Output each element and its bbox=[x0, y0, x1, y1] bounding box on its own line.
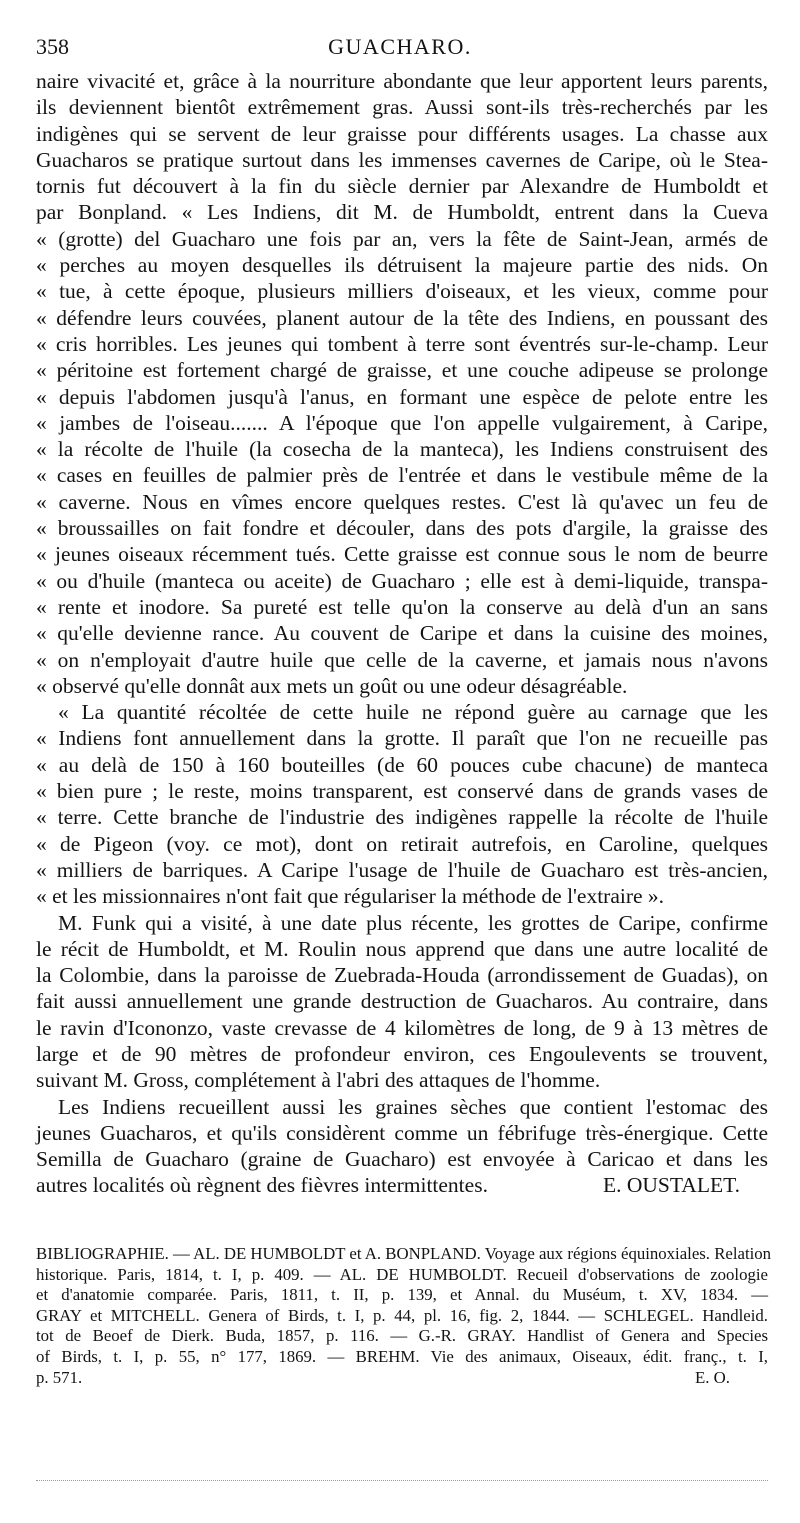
bibliography-line: historique. Paris, 1814, t. I, p. 409. — AL. DE HUMBOLDT. Recueil d'observations de zoologie bbox=[36, 1264, 768, 1284]
text-line: « observé qu'elle donnât aux mets un goût ou une odeur désagréable. bbox=[36, 673, 628, 698]
text-line: « depuis l'abdomen jusqu'à l'anus, en formant une espèce de pelote entre les bbox=[36, 384, 768, 409]
bibliography-line: tot de Beoef de Dierk. Buda, 1857, p. 116. — G.-R. GRAY. Handlist of Genera and Species bbox=[36, 1326, 768, 1346]
text-line: « la récolte de l'huile (la cosecha de la manteca), les Indiens construisent des bbox=[36, 437, 768, 462]
running-title: GUACHARO. bbox=[328, 34, 472, 59]
text-line: « perches au moyen desquelles ils détruisent la majeure partie des nids. On bbox=[36, 253, 768, 278]
text-line: ils deviennent bientôt extrêmement gras. Aussi sont-ils très-recherchés par les bbox=[36, 95, 768, 120]
text-line: « terre. Cette branche de l'industrie des indigènes rappelle la récolte de l'huile bbox=[36, 805, 768, 830]
text-line: « La quantité récoltée de cette huile ne répond guère au carnage que les bbox=[58, 700, 768, 725]
text-line: « ou d'huile (manteca ou aceite) de Guacharo ; elle est à demi-liquide, transpa- bbox=[36, 568, 768, 593]
text-line: « et les missionnaires n'ont fait que régulariser la méthode de l'extraire ». bbox=[36, 884, 665, 909]
text-line: « tue, à cette époque, plusieurs milliers d'oiseaux, et les vieux, comme pour bbox=[36, 279, 768, 304]
text-line: Semilla de Guacharo (graine de Guacharo) est envoyée à Caricao et dans les bbox=[36, 1147, 768, 1172]
text-line: « caverne. Nous en vîmes encore quelques restes. C'est là qu'avec un feu de bbox=[36, 489, 768, 514]
text-line: Guacharos se pratique surtout dans les immenses cavernes de Caripe, où le Stea- bbox=[36, 147, 768, 172]
page-header bbox=[36, 34, 764, 62]
text-line: jeunes Guacharos, et qu'ils considèrent comme un fébrifuge très-énergique. Cette bbox=[36, 1120, 768, 1145]
bibliography-line: of Birds, t. I, p. 55, n° 177, 1869. — BREHM. Vie des animaux, Oiseaux, édit. franç., t. I, bbox=[36, 1346, 768, 1366]
text-line: naire vivacité et, grâce à la nourriture abondante que leur apportent leurs parents, bbox=[36, 69, 768, 93]
text-line: large et de 90 mètres de profondeur environ, ces Engoulevents se trouvent, bbox=[36, 1041, 768, 1066]
text-line: autres localités où règnent des fièvres intermittentes. bbox=[36, 1173, 488, 1198]
text-line: « jambes de l'oiseau....... A l'époque que l'on appelle vulgairement, à Caripe, bbox=[36, 410, 768, 435]
text-line: « on n'employait d'autre huile que celle de la caverne, et jamais nous n'avons bbox=[36, 647, 768, 672]
text-line: « péritoine est fortement chargé de graisse, et une couche adipeuse se prolonge bbox=[36, 358, 768, 383]
text-line: « qu'elle devienne rance. Au couvent de Caripe et dans la cuisine des moines, bbox=[36, 621, 768, 646]
article-body bbox=[36, 68, 768, 1199]
bibliography-line: GRAY et MITCHELL. Genera of Birds, t. I, p. 44, pl. 16, fig. 2, 1844. — SCHLEGEL. Handleid. bbox=[36, 1305, 768, 1325]
text-line: « cases en feuilles de palmier près de l'entrée et dans le vestibule même de la bbox=[36, 463, 768, 488]
text-line: « au delà de 150 à 160 bouteilles (de 60 pouces cube chacune) de manteca bbox=[36, 752, 768, 777]
text-line: « milliers de barriques. A Caripe l'usage de l'huile de Guacharo est très-ancien, bbox=[36, 857, 768, 882]
footer-rule bbox=[36, 1480, 768, 1481]
text-line: Les Indiens recueillent aussi les graines sèches que contient l'estomac des bbox=[58, 1094, 768, 1119]
bibliography-signature: E. O. bbox=[695, 1367, 730, 1387]
text-line: « Indiens font annuellement dans la grotte. Il paraît que l'on ne recueille pas bbox=[36, 726, 768, 751]
text-line: « jeunes oiseaux récemment tués. Cette graisse est connue sous le nom de beurre bbox=[36, 542, 768, 567]
text-line: « broussailles on fait fondre et découler, dans des pots d'argile, la graisse des bbox=[36, 516, 768, 541]
text-line: indigènes qui se servent de leur graisse pour différents usages. La chasse aux bbox=[36, 121, 768, 146]
bibliography-line: BIBLIOGRAPHIE. — AL. DE HUMBOLDT et A. BONPLAND. Voyage aux régions équinoxiales. Relation bbox=[36, 1244, 772, 1263]
text-line: suivant M. Gross, complétement à l'abri des attaques de l'homme. bbox=[36, 1068, 601, 1093]
text-line: « de Pigeon (voy. ce mot), dont on retirait autrefois, en Caroline, quelques bbox=[36, 831, 768, 856]
text-line: « défendre leurs couvées, planent autour de la tête des Indiens, en poussant des bbox=[36, 305, 768, 330]
text-line: fait aussi annuellement une grande destruction de Guacharos. Au contraire, dans bbox=[36, 989, 768, 1014]
text-line: le ravin d'Icononzo, vaste crevasse de 4 kilomètres de long, de 9 à 13 mètres de bbox=[36, 1015, 768, 1040]
text-line: « bien pure ; le reste, moins transparent, est conservé dans de grands vases de bbox=[36, 779, 768, 804]
bibliography bbox=[36, 1244, 772, 1388]
text-line: « rente et inodore. Sa pureté est telle qu'on la conserve au delà d'un an sans bbox=[36, 594, 768, 619]
bibliography-last-line bbox=[36, 1368, 768, 1389]
text-line: la Colombie, dans la paroisse de Zuebrada-Houda (arrondissement de Guadas), on bbox=[36, 963, 768, 988]
bibliography-line: et d'anatomie comparée. Paris, 1811, t. II, p. 139, et Annal. du Muséum, t. XV, 1834. — bbox=[36, 1285, 768, 1305]
text-line: « (grotte) del Guacharo une fois par an, vers la fête de Saint-Jean, armés de bbox=[36, 226, 768, 251]
text-line: M. Funk qui a visité, à une date plus récente, les grottes de Caripe, confirme bbox=[58, 910, 768, 935]
text-line: par Bonpland. « Les Indiens, dit M. de Humboldt, entrent dans la Cueva bbox=[36, 200, 768, 225]
text-line: « cris horribles. Les jeunes qui tombent à terre sont éventrés sur-le-champ. Leur bbox=[36, 331, 768, 356]
page-number: 358 bbox=[36, 34, 69, 59]
text-line: le récit de Humboldt, et M. Roulin nous apprend que dans une autre localité de bbox=[36, 936, 768, 961]
author-signature: E. OUSTALET. bbox=[602, 1173, 740, 1198]
bibliography-line: p. 571. bbox=[36, 1367, 83, 1387]
text-line-with-signature bbox=[36, 1172, 768, 1198]
text-line: tornis fut découvert à la fin du siècle dernier par Alexandre de Humboldt et bbox=[36, 174, 768, 199]
